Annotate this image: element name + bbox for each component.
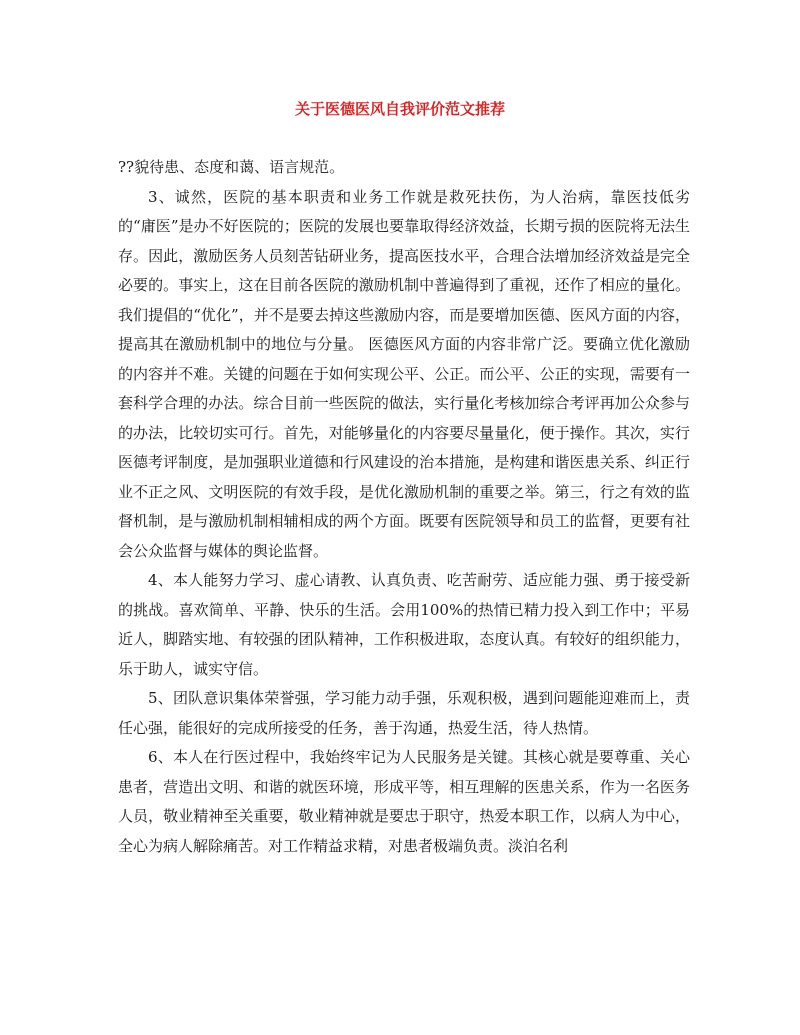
paragraph-3: 4、本人能努力学习、虚心请教、认真负责、吃苦耐劳、适应能力强、勇于接受新的挑战。喜欢简单、平静、快乐的生活。会用100%的热情已精力投入到工作中；平易近人，脚踏实地、有较强的团队精神，工作积极进取，态度认真。有较好的组织能力，乐于助人，诚实守信。 <box>118 571 690 678</box>
paragraph-1: ??貌待患、态度和蔼、语言规范。 <box>118 158 345 176</box>
paragraph-4: 5、团队意识集体荣誉强，学习能力动手强，乐观积极，遇到问题能迎难而上，责任心强，能很好的完成所接受的任务，善于沟通，热爱生活，待人热情。 <box>118 689 690 737</box>
document-body <box>118 153 690 861</box>
paragraph-2: 3、诚然，医院的基本职责和业务工作就是救死扶伤，为人治病，靠医技低劣的“庸医”是办不好医院的；医院的发展也要靠取得经济效益，长期亏损的医院将无法生存。因此，激励医务人员刻苦钻研业务，提高医技水平，合理合法增加经济效益是完全必要的。事实上，这在目前各医院的激励机制中普遍得到了重视，还作了相应的量化。我们提倡的“优化”，并不是要去掉这些激励内容，而是要增加医德、医风方面的内容，提高其在激励机制中的地位与分量。 医德医风方面的内容非常广泛。要确立优化激励的内容并不难。关键的问题在于如何实现公平、公正。而公平、公正的实现，需要有一套科学合理的办法。综合目前一些医院的做法，实行量化考核加综合考评再加公众参与的办法，比较切实可行。首先，对能够量化的内容要尽量量化，便于操作。其次，实行医德考评制度，是加强职业道德和行风建设的治本措施，是构建和谐医患关系、纠正行业不正之风、文明医院的有效手段，是优化激励机制的重要之举。第三，行之有效的监督机制，是与激励机制相辅相成的两个方面。既要有医院领导和员工的监督，更要有社会公众监督与媒体的舆论监督。 <box>118 187 690 560</box>
paragraph-5: 6、本人在行医过程中，我始终牢记为人民服务是关键。其核心就是要尊重、关心患者，营造出文明、和谐的就医环境，形成平等，相互理解的医患关系，作为一名医务人员，敬业精神至关重要，敬业精神就是要忠于职守，热爱本职工作，以病人为中心，全心为病人解除痛苦。对工作精益求精，对患者极端负责。淡泊名利 <box>118 748 690 855</box>
document-title: 关于医德医风自我评价范文推荐 <box>294 100 505 118</box>
